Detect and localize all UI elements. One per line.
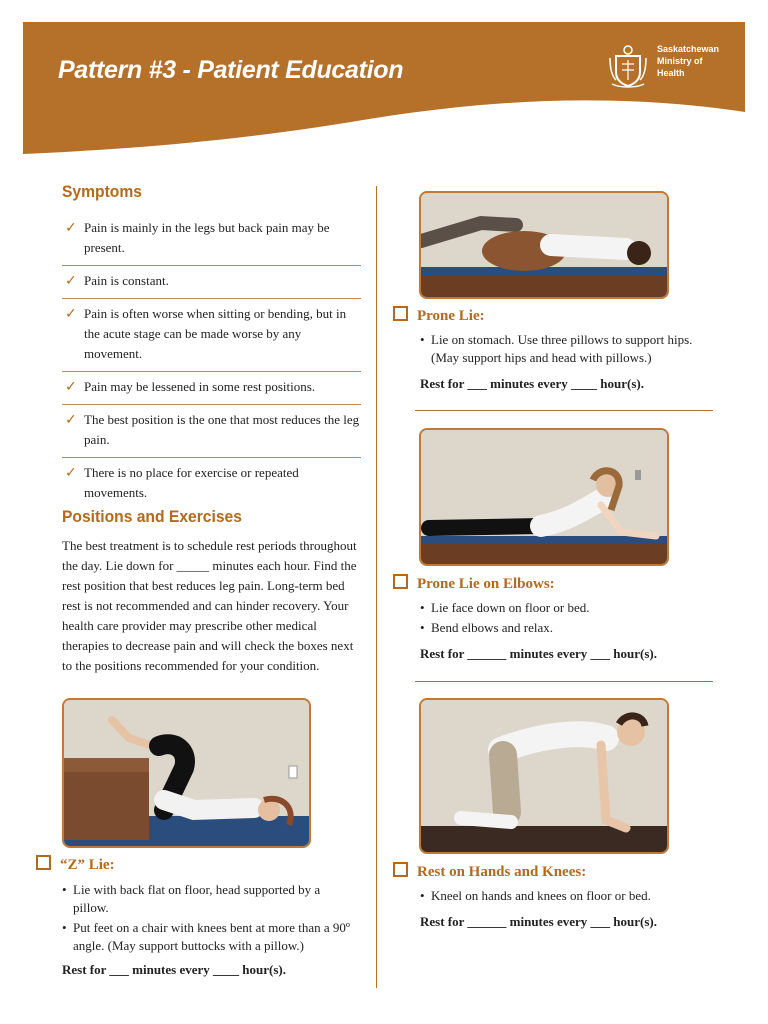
symptoms-list (62, 213, 361, 510)
list-item: • Lie on stomach. Use three pillows to support hips. (May support hips and head with pillows.) (420, 331, 710, 367)
prone-elbows-title-text: Prone Lie on Elbows: (417, 576, 555, 592)
prone-elbows-bullets (420, 599, 710, 639)
list-item (62, 372, 361, 405)
prone-elbows-rest: Rest for ______ minutes every ___ hour(s). (420, 646, 657, 661)
symptom-text: Pain is constant. (84, 273, 169, 288)
section-divider (415, 410, 713, 411)
list-item: • Kneel on hands and knees on floor or bed. (420, 887, 710, 905)
prone-lie-title (393, 306, 485, 325)
ministry-line: Ministry of (657, 56, 703, 66)
checkmark-icon: ✓ (65, 306, 77, 322)
hands-knees-checkbox[interactable] (393, 862, 408, 877)
symptom-text: Pain is often worse when sitting or bending, but in the acute stage can be made worse by any movement. (84, 306, 347, 361)
ministry-line: Health (657, 68, 685, 78)
z-lie-photo (62, 698, 311, 848)
list-item (62, 266, 361, 299)
z-lie-bullets (62, 881, 352, 957)
list-item (62, 405, 361, 458)
checkmark-icon: ✓ (65, 273, 77, 289)
symptoms-heading: Symptoms (62, 182, 142, 201)
prone-lie-illustration (421, 193, 667, 297)
page-title: Pattern #3 - Patient Education (58, 56, 404, 84)
checkmark-icon: ✓ (65, 412, 77, 428)
column-divider (376, 186, 377, 988)
list-item: • Bend elbows and relax. (420, 619, 710, 637)
hands-knees-title-text: Rest on Hands and Knees: (417, 864, 587, 880)
prone-elbows-illustration (421, 430, 667, 564)
z-lie-title (36, 855, 115, 874)
prone-lie-bullets (420, 331, 710, 369)
symptom-text: There is no place for exercise or repeated movements. (84, 465, 299, 500)
prone-elbows-checkbox[interactable] (393, 574, 408, 589)
list-item: • Lie with back flat on floor, head supported by a pillow. (62, 881, 352, 917)
positions-heading: Positions and Exercises (62, 507, 242, 526)
z-lie-title-text: “Z” Lie: (60, 857, 115, 873)
hands-knees-title (393, 862, 586, 881)
prone-lie-checkbox[interactable] (393, 306, 408, 321)
hands-knees-illustration (421, 700, 667, 852)
prone-elbows-title (393, 574, 555, 593)
prone-lie-photo (419, 191, 669, 299)
z-lie-rest: Rest for ___ minutes every ____ hour(s). (62, 962, 286, 977)
prone-lie-rest: Rest for ___ minutes every ____ hour(s). (420, 376, 644, 391)
list-item (62, 299, 361, 372)
section-divider (415, 681, 713, 682)
ministry-name (657, 43, 719, 79)
checkmark-icon: ✓ (65, 379, 77, 395)
symptom-text: Pain is mainly in the legs but back pain may be present. (84, 220, 330, 255)
ministry-line: Saskatchewan (657, 44, 720, 54)
symptom-text: The best position is the one that most reduces the leg pain. (84, 412, 360, 447)
prone-lie-title-text: Prone Lie: (417, 308, 485, 324)
hands-knees-photo (419, 698, 669, 854)
list-item (62, 458, 361, 510)
list-item: • Lie face down on floor or bed. (420, 599, 710, 617)
hands-knees-rest: Rest for ______ minutes every ___ hour(s). (420, 914, 657, 929)
prone-elbows-photo (419, 428, 669, 566)
hands-knees-bullets (420, 887, 710, 907)
checkmark-icon: ✓ (65, 220, 77, 236)
list-item: • Put feet on a chair with knees bent at more than a 90º angle. (May support buttocks with a pillow.) (62, 919, 352, 955)
symptom-text: Pain may be lessened in some rest positions. (84, 379, 316, 394)
positions-paragraph: The best treatment is to schedule rest periods throughout the day. Lie down for _____ minutes each hour. Find the rest position that best reduces leg pain. Long-term bed rest is not recommended and can hinder recovery. Your health care provider may prescribe other medical therapies to decrease pain and will check the boxes next to the positions recommended for your condition. (62, 538, 357, 673)
z-lie-checkbox[interactable] (36, 855, 51, 870)
z-lie-illustration (64, 700, 309, 846)
list-item (62, 213, 361, 266)
checkmark-icon: ✓ (65, 465, 77, 481)
saskatchewan-crest-icon (608, 42, 648, 88)
